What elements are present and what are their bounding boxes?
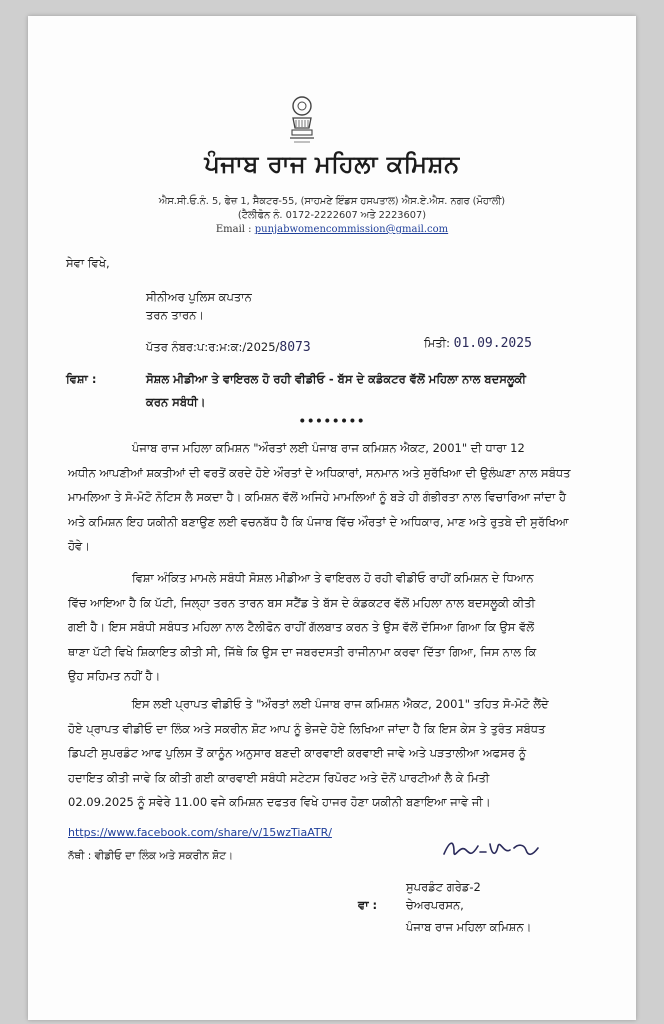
paragraph-line: ਡਿਪਟੀ ਸੁਪਰਡੰਟ ਆਫ ਪੁਲਿਸ ਤੋਂ ਕਾਨੂੰਨ ਅਨੁਸਾਰ ਬਣਦੀ ਕਾਰਵਾਈ ਕਰਵਾਈ ਜਾਵੇ ਅਤੇ ਪੜਤਾਲੀਆ ਅਫਸਰ ਨੂੰ bbox=[68, 746, 527, 760]
paragraph-line: ਵਿੱਚ ਆਇਆ ਹੈ ਕਿ ਪੱਟੀ, ਜਿਲ੍ਹਾ ਤਰਨ ਤਾਰਨ ਬਸ ਸਟੈਂਡ ਤੇ ਬੱਸ ਦੇ ਕੰਡਕਟਰ ਵੱਲੋਂ ਮਹਿਲਾ ਨਾਲ ਬਦਸਲੂਕੀ ਕੀਤੀ bbox=[68, 595, 536, 610]
paragraph-line: ਗਈ ਹੈ। ਇਸ ਸਬੰਧੀ ਸਬੰਧਤ ਮਹਿਲਾ ਨਾਲ ਟੈਲੀਫੋਨ ਰਾਹੀਂ ਗੱਲਬਾਤ ਕਰਨ ਤੇ ਉਸ ਵੱਲੋਂ ਦੱਸਿਆ ਗਿਆ ਕਿ ਉਸ ਵੱਲੋਂ bbox=[68, 620, 535, 634]
handwritten-signature bbox=[440, 836, 550, 866]
signatory-designation: ਸੁਪਰਡੰਟ ਗਰੇਡ-2 bbox=[406, 880, 481, 894]
organization-name: ਪੰਜਾਬ ਰਾਜ ਮਹਿਲਾ ਕਮਿਸ਼ਨ bbox=[204, 150, 460, 178]
subject-line-2: ਕਰਨ ਸਬੰਧੀ। bbox=[146, 395, 206, 409]
reference-handwritten-number: 8073 bbox=[279, 340, 311, 355]
signatory-organization: ਪੰਜਾਬ ਰਾਜ ਮਹਿਲਾ ਕਮਿਸ਼ਨ। bbox=[406, 920, 532, 934]
paragraph-line: ਅਧੀਨ ਆਪਣੀਆਂ ਸ਼ਕਤੀਆਂ ਦੀ ਵਰਤੋਂ ਕਰਦੇ ਹੋਏ ਔਰਤਾਂ ਦੇ ਅਧਿਕਾਰਾਂ, ਸਨਮਾਨ ਅਤੇ ਸੁਰੱਖਿਆ ਦੀ ਉਲੰਘਣਾ ਨਾਲ ਸਬੰਧਤ bbox=[68, 465, 571, 480]
paragraph-line: ਹਦਾਇਤ ਕੀਤੀ ਜਾਵੇ ਕਿ ਕੀਤੀ ਗਈ ਕਾਰਵਾਈ ਸਬੰਧੀ ਸਟੇਟਸ ਰਿਪੋਰਟ ਅਤੇ ਦੋਨੋਂ ਪਾਰਟੀਆਂ ਲੈ ਕੇ ਮਿਤੀ bbox=[68, 770, 490, 785]
chairperson-label: ਚੇਅਰਪਰਸਨ, bbox=[406, 898, 464, 912]
reference-number bbox=[146, 340, 311, 355]
body-paragraph-1 bbox=[68, 436, 606, 559]
paragraph-line: ਇਸ ਲਈ ਪ੍ਰਾਪਤ ਵੀਡੀਓ ਤੇ "ਔਰਤਾਂ ਲਈ ਪੰਜਾਬ ਰਾਜ ਕਮਿਸ਼ਨ ਐਕਟ, 2001" ਤਹਿਤ ਸੋ-ਮੋਟੋ ਲੈਂਦੇ bbox=[132, 697, 549, 711]
paragraph-line: 02.09.2025 ਨੂੰ ਸਵੇਰੇ 11.00 ਵਜੇ ਕਮਿਸ਼ਨ ਦਫਤਰ ਵਿਖੇ ਹਾਜਰ ਹੋਣਾ ਯਕੀਨੀ ਬਣਾਇਆ ਜਾਵੇ ਜੀ। bbox=[68, 795, 491, 809]
paragraph-line: ਹੋਵੇ। bbox=[68, 539, 91, 553]
paragraph-line: ਅਤੇ ਕਮਿਸ਼ਨ ਇਹ ਯਕੀਨੀ ਬਣਾਉਣ ਲਈ ਵਚਨਬੱਧ ਹੈ ਕਿ ਪੰਜਾਬ ਵਿੱਚ ਔਰਤਾਂ ਦੇ ਅਧਿਕਾਰ, ਮਾਣ ਅਤੇ ਰੁਤਬੇ ਦੀ ਸੁਰੱਖਿਆ bbox=[68, 514, 569, 529]
date-value: 01.09.2025 bbox=[453, 336, 532, 351]
recipient-place: ਤਰਨ ਤਾਰਨ। bbox=[146, 308, 205, 322]
section-divider: •••••••• bbox=[298, 414, 366, 428]
date-label: ਮਿਤੀ: bbox=[424, 336, 450, 350]
paragraph-line: ਹੋਏ ਪ੍ਰਾਪਤ ਵੀਡੀਓ ਦਾ ਲਿੰਕ ਅਤੇ ਸਕਰੀਨ ਸ਼ੋਟ ਆਪ ਨੂੰ ਭੇਜਦੇ ਹੋਏ ਲਿਖਿਆ ਜਾਂਦਾ ਹੈ ਕਿ ਇਸ ਕੇਸ ਤੇ ਤੁਰੰਤ ਸਬੰਧਤ bbox=[68, 721, 546, 736]
phone-line: (ਟੈਲੀਫੋਨ ਨੰ. 0172-2222607 ਅਤੇ 2223607) bbox=[237, 210, 427, 221]
email-address: punjabwomencommission@gmail.com bbox=[254, 224, 449, 235]
subject-line-1: ਸੋਸ਼ਲ ਮੀਡੀਆ ਤੇ ਵਾਇਰਲ ਹੋ ਰਹੀ ਵੀਡੀਓ - ਬੱਸ ਦੇ ਕਡੰਕਟਰ ਵੱਲੋਂ ਮਹਿਲਾ ਨਾਲ ਬਦਸਲੂਕੀ bbox=[146, 372, 526, 386]
reference-label: ਪੱਤਰ ਨੰਬਰ:ਪ:ਰ:ਮ:ਕ:/2025/ bbox=[146, 340, 280, 354]
paragraph-line: ਥਾਣਾ ਪੱਟੀ ਵਿਖੇ ਸ਼ਿਕਾਇਤ ਕੀਤੀ ਸੀ, ਜਿੱਥੇ ਕਿ ਉਸ ਦਾ ਜਬਰਦਸਤੀ ਰਾਜੀਨਾਮਾ ਕਰਵਾ ਦਿੱਤਾ ਗਿਆ, ਜਿਸ ਨਾਲ ਕਿ bbox=[68, 644, 537, 659]
enclosure-note: ਨੱਥੀ : ਵੀਡੀਓ ਦਾ ਲਿੰਕ ਅਤੇ ਸਕਰੀਨ ਸ਼ੋਟ। bbox=[68, 850, 234, 862]
paragraph-line: ਵਿਸ਼ਾ ਅੰਕਿਤ ਮਾਮਲੇ ਸਬੰਧੀ ਸੋਸ਼ਲ ਮੀਡੀਆ ਤੇ ਵਾਇਰਲ ਹੋ ਰਹੀ ਵੀਡੀਓ ਰਾਹੀਂ ਕਮਿਸ਼ਨ ਦੇ ਧਿਆਨ bbox=[132, 571, 534, 585]
for-label: ਵਾ : bbox=[358, 898, 378, 912]
paragraph-line: ਉਹ ਸਹਿਮਤ ਨਹੀਂ ਹੈ। bbox=[68, 669, 161, 683]
address-line: ਐਸ.ਸੀ.ਓ.ਨੰ. 5, ਫੇਜ਼ 1, ਸੈਕਟਰ-55, (ਸਾਹਮਣੇ ਇੰਡਸ ਹਸਪਤਾਲ) ਐਸ.ਏ.ਐਸ. ਨਗਰ (ਮੋਹਾਲੀ) bbox=[158, 196, 506, 207]
paragraph-line: ਮਾਮਲਿਆ ਤੇ ਸੋ-ਮੋਟੋ ਨੋਟਿਸ ਲੈ ਸਕਦਾ ਹੈ। ਕਮਿਸ਼ਨ ਵੱਲੋਂ ਅਜਿਹੇ ਮਾਮਲਿਆਂ ਨੂੰ ਬੜੇ ਹੀ ਗੰਭੀਰਤਾ ਨਾਲ ਵਿਚਾਰਿਆ ਜਾਂਦਾ ਹੈ bbox=[68, 490, 567, 504]
email-label: Email : bbox=[215, 224, 252, 235]
salutation: ਸੇਵਾ ਵਿਖੇ, bbox=[66, 256, 110, 270]
body-paragraph-3 bbox=[68, 692, 606, 815]
video-link[interactable]: https://www.facebook.com/share/v/15wzTiaATR/ bbox=[68, 826, 332, 839]
email-line bbox=[0, 224, 664, 235]
paragraph-line: ਪੰਜਾਬ ਰਾਜ ਮਹਿਲਾ ਕਮਿਸ਼ਨ "ਔਰਤਾਂ ਲਈ ਪੰਜਾਬ ਰਾਜ ਕਮਿਸ਼ਨ ਐਕਟ, 2001" ਦੀ ਧਾਰਾ 12 bbox=[132, 441, 525, 455]
state-emblem-icon bbox=[282, 94, 322, 150]
letter-date bbox=[424, 336, 532, 351]
body-paragraph-2 bbox=[68, 566, 606, 689]
recipient-title: ਸੀਨੀਅਰ ਪੁਲਿਸ ਕਪਤਾਨ bbox=[146, 290, 252, 304]
subject-label: ਵਿਸ਼ਾ : bbox=[66, 372, 97, 386]
